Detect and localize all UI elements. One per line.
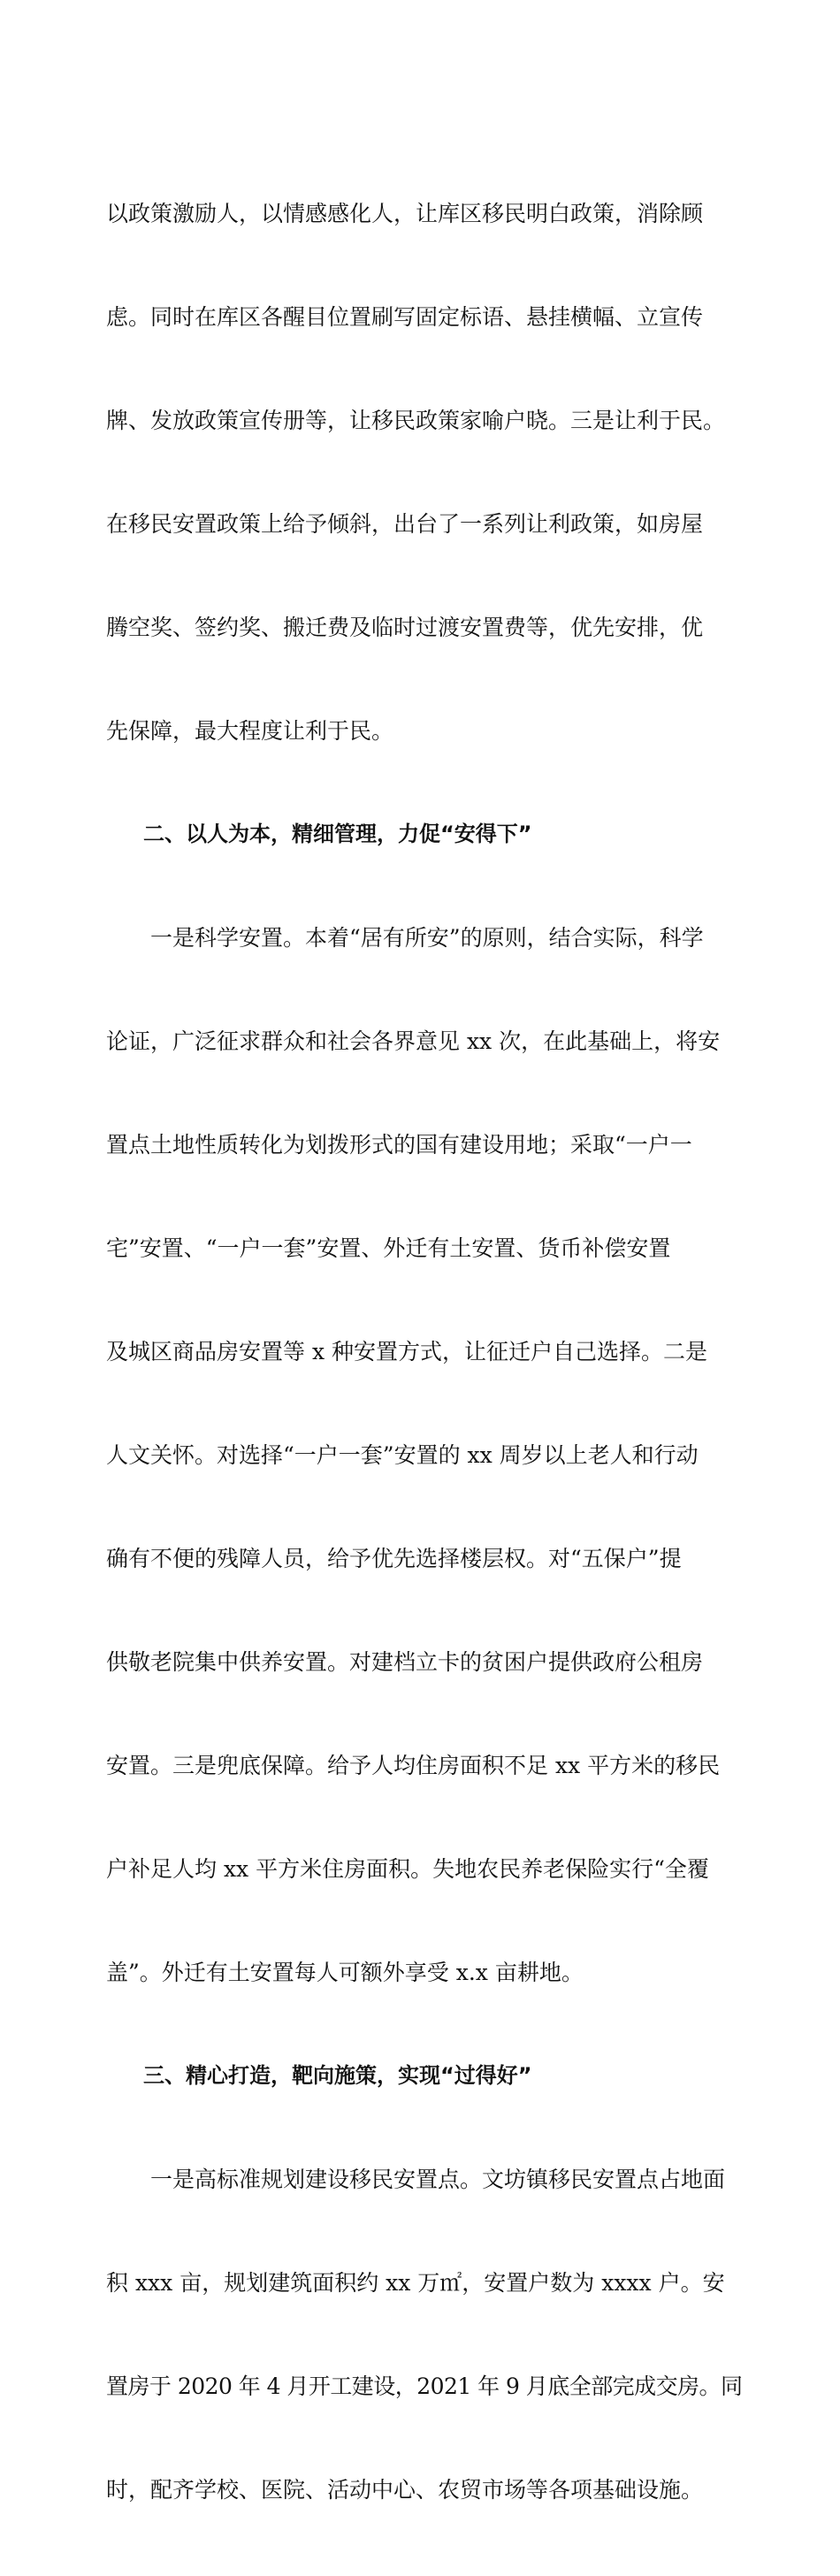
text-line: 论证，广泛征求群众和社会各界意见 xx 次，在此基础上，将安	[106, 1028, 721, 1054]
text-line: 牌、发放政策宣传册等，让移民政策家喻户晓。三是让利于民。	[106, 408, 726, 433]
text-line: 一是高标准规划建设移民安置点。文坊镇移民安置点占地面	[150, 2167, 726, 2192]
section-heading-3: 三、精心打造，靶向施策，实现“过得好”	[143, 2063, 532, 2088]
text-line: 腾空奖、签约奖、搬迁费及临时过渡安置费等，优先安排，优	[106, 615, 704, 640]
text-line: 在移民安置政策上给予倾斜，出台了一系列让利政策，如房屋	[106, 511, 704, 537]
text-line: 安置。三是兜底保障。给予人均住房面积不足 xx 平方米的移民	[106, 1753, 721, 1778]
text-line: 先保障，最大程度让利于民。	[106, 718, 394, 744]
text-line: 置点土地性质转化为划拨形式的国有建设用地；采取“一户一	[106, 1132, 692, 1158]
text-line: 时，配齐学校、医院、活动中心、农贸市场等各项基础设施。	[106, 2477, 704, 2503]
document-page	[106, 127, 743, 2576]
text-line: 确有不便的残障人员，给予优先选择楼层权。对“五保户”提	[106, 1546, 682, 1571]
text-line: 宅”安置、“一户一套”安置、外迁有土安置、货币补偿安置	[106, 1235, 671, 1261]
text-line: 虑。同时在库区各醒目位置刷写固定标语、悬挂横幅、立宣传	[106, 304, 704, 330]
paragraph-resettlement	[106, 852, 743, 2059]
text-line: 置房于 2020 年 4 月开工建设，2021 年 9 月底全部完成交房。同	[106, 2373, 743, 2399]
paragraph-policy-incentive	[106, 127, 743, 817]
text-line: 盖”。外迁有土安置每人可额外享受 x.x 亩耕地。	[106, 1960, 584, 1985]
paragraph-planning	[106, 2093, 743, 2576]
text-line: 积 xxx 亩，规划建筑面积约 xx 万㎡，安置户数为 xxxx 户。安	[106, 2270, 725, 2296]
section-heading-2: 二、以人为本，精细管理，力促“安得下”	[143, 822, 532, 846]
text-line: 户补足人均 xx 平方米住房面积。失地农民养老保险实行“全覆	[106, 1856, 709, 1882]
text-line: 及城区商品房安置等 x 种安置方式，让征迁户自己选择。二是	[106, 1339, 707, 1364]
text-line: 一是科学安置。本着“居有所安”的原则，结合实际，科学	[150, 925, 704, 951]
text-line: 以政策激励人，以情感感化人，让库区移民明白政策，消除顾	[106, 201, 704, 226]
text-line: 供敬老院集中供养安置。对建档立卡的贫困户提供政府公租房	[106, 1649, 704, 1675]
text-line: 人文关怀。对选择“一户一套”安置的 xx 周岁以上老人和行动	[106, 1442, 699, 1468]
